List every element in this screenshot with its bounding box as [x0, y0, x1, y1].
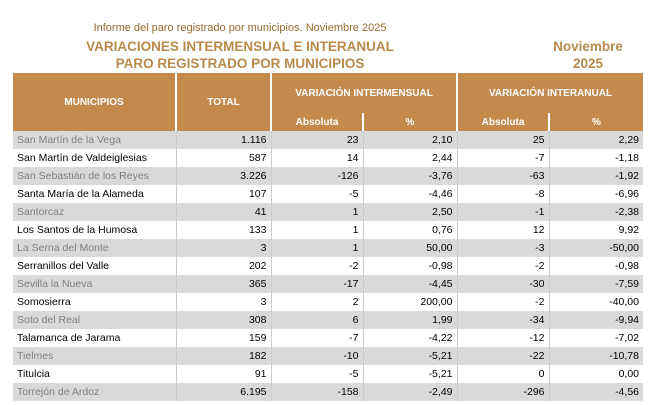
table-row: [13, 203, 643, 221]
cell-municipio: Tielmes: [13, 347, 176, 365]
cell-municipio: Soto del Real: [13, 311, 176, 329]
cell-interanual-absoluta: -34: [457, 311, 549, 329]
cell-interanual-absoluta: -3: [457, 239, 549, 257]
cell-municipio: San Sebastián de los Reyes: [13, 167, 176, 185]
cell-intermensual-absoluta: 1: [271, 239, 363, 257]
cell-total: 3: [176, 293, 271, 311]
table-body: [13, 131, 643, 401]
table-row: [13, 275, 643, 293]
table-row: [13, 311, 643, 329]
cell-interanual-pct: -10,78: [549, 347, 643, 365]
cell-interanual-pct: -9,94: [549, 311, 643, 329]
cell-intermensual-absoluta: -126: [271, 167, 363, 185]
cell-intermensual-absoluta: 23: [271, 131, 363, 149]
cell-interanual-absoluta: -22: [457, 347, 549, 365]
cell-interanual-pct: -40,00: [549, 293, 643, 311]
cell-interanual-absoluta: -2: [457, 293, 549, 311]
cell-interanual-pct: -0,98: [549, 257, 643, 275]
table-row: [13, 185, 643, 203]
cell-interanual-pct: 9,92: [549, 221, 643, 239]
cell-interanual-absoluta: 25: [457, 131, 549, 149]
table-row: [13, 383, 643, 401]
cell-interanual-absoluta: 12: [457, 221, 549, 239]
cell-intermensual-pct: 2,44: [363, 149, 457, 167]
cell-municipio: San Martín de la Vega: [13, 131, 176, 149]
cell-intermensual-pct: -5,21: [363, 365, 457, 383]
table-row: [13, 365, 643, 383]
cell-total: 202: [176, 257, 271, 275]
table-row: [13, 131, 643, 149]
cell-interanual-absoluta: -8: [457, 185, 549, 203]
cell-total: 133: [176, 221, 271, 239]
cell-total: 3: [176, 239, 271, 257]
cell-total: 159: [176, 329, 271, 347]
table-row: [13, 221, 643, 239]
cell-interanual-absoluta: -7: [457, 149, 549, 167]
cell-intermensual-absoluta: -7: [271, 329, 363, 347]
cell-intermensual-pct: -4,22: [363, 329, 457, 347]
cell-total: 587: [176, 149, 271, 167]
cell-municipio: Sevilla la Nueva: [13, 275, 176, 293]
cell-total: 182: [176, 347, 271, 365]
cell-intermensual-pct: 50,00: [363, 239, 457, 257]
municipios-table: [13, 73, 643, 401]
col-header-total: TOTAL: [176, 73, 271, 131]
cell-intermensual-absoluta: 1: [271, 203, 363, 221]
cell-total: 41: [176, 203, 271, 221]
cell-interanual-absoluta: 0: [457, 365, 549, 383]
report-year: 2025: [572, 56, 604, 71]
group-header-intermensual: VARIACIÓN INTERMENSUAL: [271, 73, 457, 113]
cell-interanual-absoluta: -2: [457, 257, 549, 275]
cell-intermensual-absoluta: 1: [271, 221, 363, 239]
report-title-line1: VARIACIONES INTERMENSUAL E INTERANUAL: [86, 39, 394, 54]
cell-interanual-pct: -2,38: [549, 203, 643, 221]
cell-municipio: Talamanca de Jarama: [13, 329, 176, 347]
subheader-im-absoluta: Absoluta: [271, 113, 363, 131]
table-row: [13, 239, 643, 257]
cell-interanual-pct: -1,92: [549, 167, 643, 185]
cell-municipio: San Martín de Valdeiglesias: [13, 149, 176, 167]
col-header-municipios: MUNICIPIOS: [13, 73, 176, 131]
report-title-line2: PARO REGISTRADO POR MUNICIPIOS: [115, 56, 365, 71]
cell-total: 6.195: [176, 383, 271, 401]
cell-interanual-pct: 0,00: [549, 365, 643, 383]
cell-municipio: Santa María de la Alameda: [13, 185, 176, 203]
cell-interanual-pct: -1,18: [549, 149, 643, 167]
cell-municipio: Titulcia: [13, 365, 176, 383]
cell-intermensual-absoluta: 6: [271, 311, 363, 329]
cell-interanual-pct: -7,02: [549, 329, 643, 347]
cell-total: 91: [176, 365, 271, 383]
cell-intermensual-absoluta: 2: [271, 293, 363, 311]
table-row: [13, 293, 643, 311]
subheader-ia-absoluta: Absoluta: [457, 113, 549, 131]
cell-interanual-absoluta: -30: [457, 275, 549, 293]
table-row: [13, 329, 643, 347]
cell-intermensual-absoluta: -17: [271, 275, 363, 293]
cell-interanual-pct: 2,29: [549, 131, 643, 149]
table-row: [13, 347, 643, 365]
cell-intermensual-pct: -0,98: [363, 257, 457, 275]
cell-intermensual-pct: 0,76: [363, 221, 457, 239]
cell-municipio: La Serna del Monte: [13, 239, 176, 257]
table-row: [13, 167, 643, 185]
cell-intermensual-pct: -4,45: [363, 275, 457, 293]
cell-intermensual-pct: 2,50: [363, 203, 457, 221]
group-header-interanual: VARIACIÓN INTERANUAL: [457, 73, 643, 113]
cell-intermensual-absoluta: -5: [271, 365, 363, 383]
subheader-im-pct: %: [363, 113, 457, 131]
cell-municipio: Torrejón de Ardoz: [13, 383, 176, 401]
subheader-ia-pct: %: [549, 113, 643, 131]
cell-municipio: Serranillos del Valle: [13, 257, 176, 275]
cell-interanual-pct: -50,00: [549, 239, 643, 257]
cell-intermensual-pct: 200,00: [363, 293, 457, 311]
cell-intermensual-absoluta: -10: [271, 347, 363, 365]
cell-total: 308: [176, 311, 271, 329]
report-subtitle: Informe del paro registrado por municipios. Noviembre 2025: [93, 22, 387, 34]
cell-intermensual-pct: 2,10: [363, 131, 457, 149]
cell-interanual-pct: -7,59: [549, 275, 643, 293]
cell-municipio: Los Santos de la Humosa: [13, 221, 176, 239]
cell-intermensual-pct: -3,76: [363, 167, 457, 185]
cell-intermensual-absoluta: -5: [271, 185, 363, 203]
cell-total: 365: [176, 275, 271, 293]
cell-interanual-pct: -4,56: [549, 383, 643, 401]
cell-intermensual-absoluta: -158: [271, 383, 363, 401]
cell-total: 1.116: [176, 131, 271, 149]
table-row: [13, 257, 643, 275]
cell-total: 107: [176, 185, 271, 203]
cell-intermensual-absoluta: -2: [271, 257, 363, 275]
report-month: Noviembre: [553, 39, 623, 54]
cell-interanual-absoluta: -63: [457, 167, 549, 185]
cell-interanual-absoluta: -12: [457, 329, 549, 347]
cell-interanual-pct: -6,96: [549, 185, 643, 203]
table-row: [13, 149, 643, 167]
cell-intermensual-pct: 1,99: [363, 311, 457, 329]
cell-intermensual-pct: -2,49: [363, 383, 457, 401]
cell-intermensual-pct: -5,21: [363, 347, 457, 365]
cell-interanual-absoluta: -296: [457, 383, 549, 401]
cell-municipio: Somosierra: [13, 293, 176, 311]
cell-interanual-absoluta: -1: [457, 203, 549, 221]
cell-intermensual-absoluta: 14: [271, 149, 363, 167]
cell-total: 3.226: [176, 167, 271, 185]
cell-municipio: Santorcaz: [13, 203, 176, 221]
cell-intermensual-pct: -4,46: [363, 185, 457, 203]
